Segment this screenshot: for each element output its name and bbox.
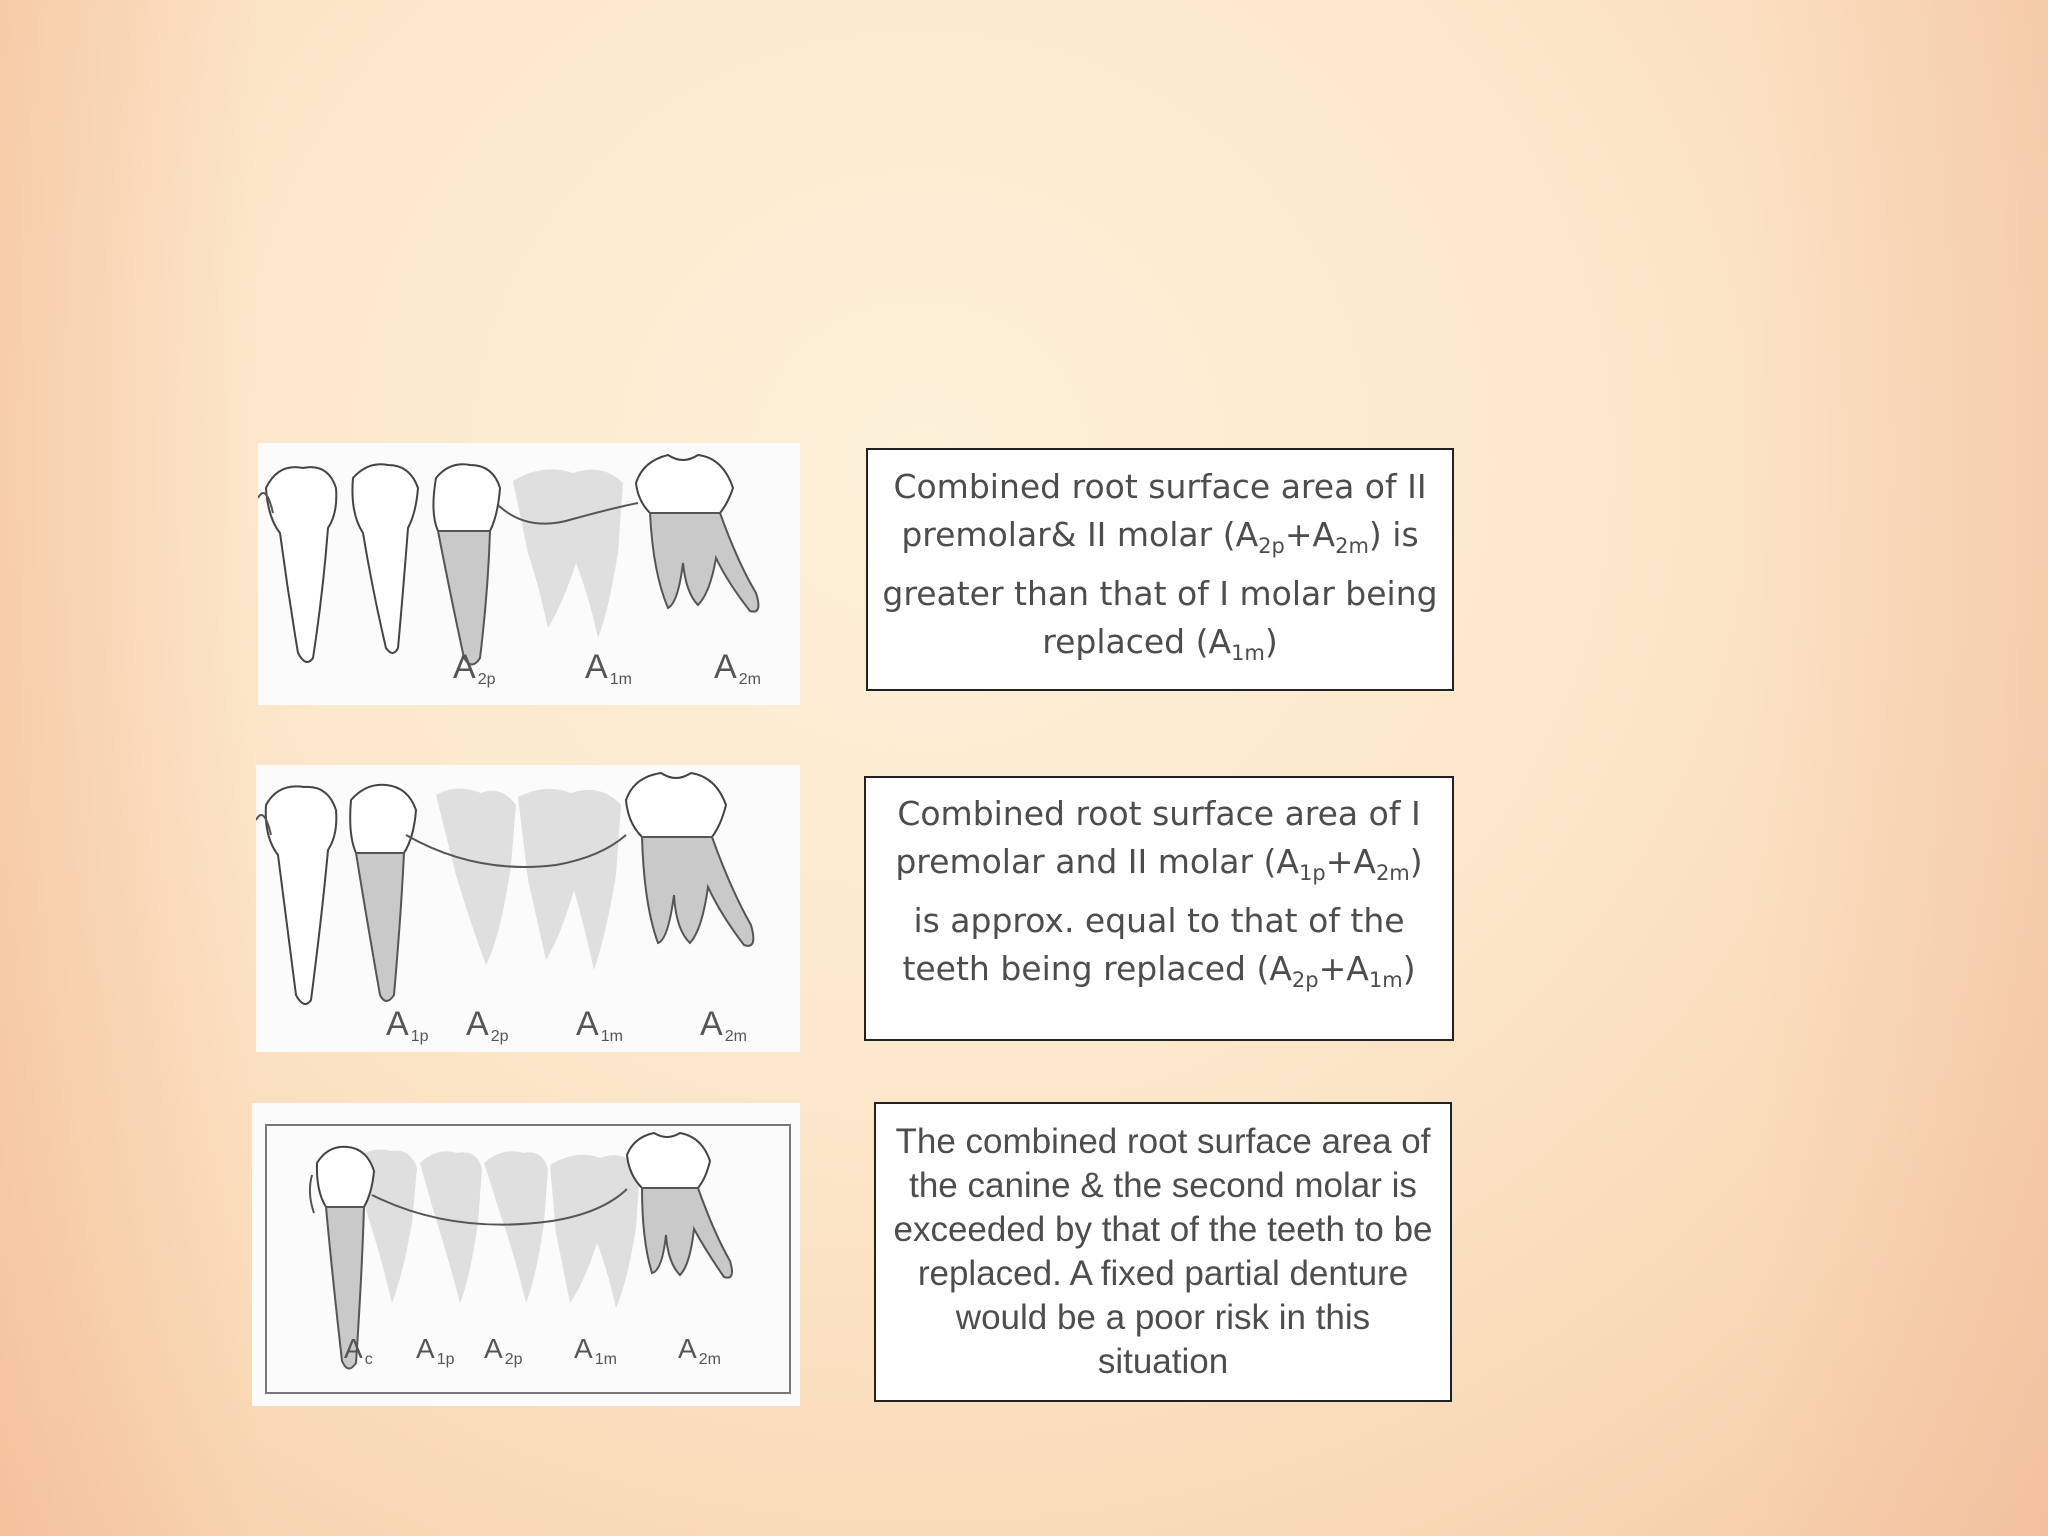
text-run: +A: [1284, 514, 1336, 554]
subscript-text: 2p: [1258, 533, 1285, 558]
note-box-1: [866, 448, 1454, 691]
text-run: Combined root surface area of I premolar and II molar (A: [895, 794, 1421, 881]
text-run: ): [1402, 949, 1416, 988]
subscript-text: 1m: [1368, 968, 1403, 992]
tooth-label-A2p: A $_{2p}$: [484, 1333, 523, 1368]
background-glow-left: [0, 0, 260, 1536]
tooth-label-A1p: A $_{1p}$: [386, 1005, 429, 1045]
subscript-text: 2p: [1291, 968, 1319, 992]
text-run: The combined root surface area of the canine & the second molar is exceeded by that of the teeth to be replaced. A fixed partial denture would be a poor risk in this situation: [893, 1122, 1433, 1381]
subscript-text: 1p: [1299, 861, 1326, 885]
tooth-label-A2m: A $_{2m}$: [678, 1333, 721, 1368]
tooth-label-A2p: A $_{2p}$: [453, 648, 496, 688]
text-run: ) is greater than that of I molar being replaced (A: [882, 514, 1438, 661]
text-run: ) is approx. equal to that of the teeth being replaced (A: [902, 842, 1423, 988]
note-text-2: [880, 790, 1438, 1004]
text-run: A: [1235, 514, 1259, 554]
subscript-text: 1m: [1231, 640, 1265, 665]
note-text-3: [890, 1120, 1436, 1384]
tooth-label-A2m: A $_{2m}$: [700, 1005, 747, 1045]
tooth-label-A1m: A $_{1m}$: [576, 1005, 623, 1045]
tooth-label-A2m: A $_{2m}$: [714, 648, 761, 688]
subscript-text: 2m: [1335, 533, 1369, 558]
note-box-2: [864, 776, 1454, 1041]
tooth-label-A1m: A $_{1m}$: [585, 648, 632, 688]
tooth-diagram-3: [252, 1103, 800, 1406]
text-run: +A: [1325, 842, 1376, 881]
note-box-3: [874, 1102, 1452, 1402]
tooth-diagram-1: [258, 443, 800, 705]
tooth-label-A1p: A $_{1p}$: [416, 1333, 455, 1368]
tooth-diagram-2: [256, 765, 800, 1052]
text-run: ): [1264, 621, 1278, 661]
tooth-label-Ac: A $_c$: [344, 1333, 373, 1368]
text-run: Combined root surface area of II premolar& II molar (: [893, 466, 1427, 554]
tooth-label-A2p: A $_{2p}$: [466, 1005, 509, 1045]
background-glow-right: [1748, 0, 2048, 1536]
text-run: +A: [1318, 949, 1369, 988]
tooth-label-A1m: A $_{1m}$: [574, 1333, 617, 1368]
note-text-1: [882, 463, 1438, 677]
subscript-text: 2m: [1375, 861, 1410, 885]
